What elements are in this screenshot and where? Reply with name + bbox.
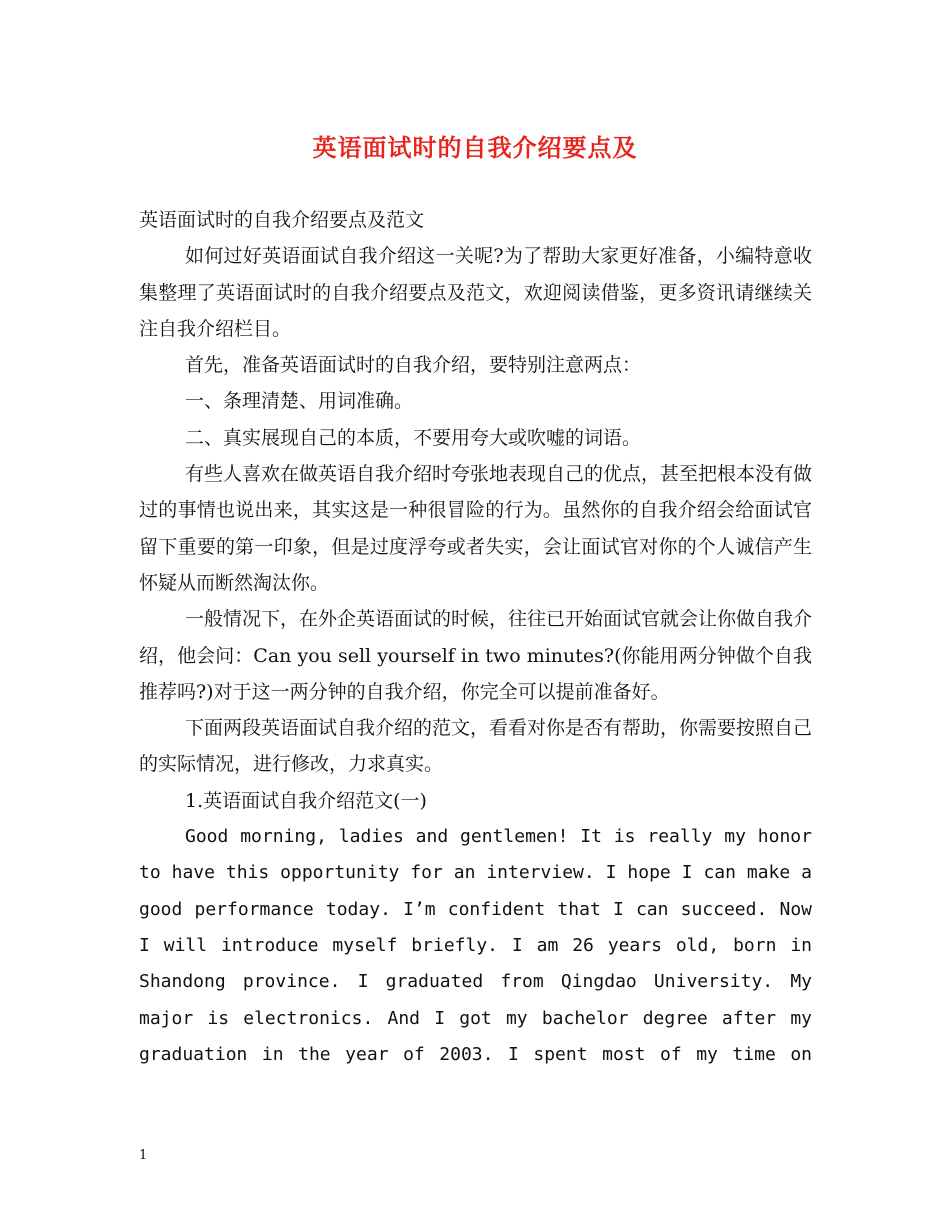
- page-number: 1: [139, 1148, 148, 1163]
- paragraph-english-sample: Good morning, ladies and gentlemen! It is really my honor to have this opportunity for an interview. I hope I can make a good performance today. I’m confident that I can succeed. Now I will introduce myself briefly. I am 26 years old, born in Shandong province. I graduated from Qingdao University. My major is electronics. And I got my bachelor degree after my graduation in the year of 2003. I spent most of my time on: [139, 826, 812, 1065]
- paragraph-general-situation: 一般情况下，在外企英语面试的时候，往往已开始面试官就会让你做自我介绍，他会问：Can you sell yourself in two minutes?(你能用两分钟做个自我推荐吗?)对于这一两分钟的自我介绍，你完全可以提前准备好。: [139, 608, 813, 703]
- paragraph-first-point: 首先，准备英语面试时的自我介绍，要特别注意两点：: [185, 354, 642, 377]
- paragraph-sample-intro: 下面两段英语面试自我介绍的范文，看看对你是否有帮助，你需要按照自己的实际情况，进行修改，力求真实。: [139, 717, 813, 776]
- document-body: [139, 202, 812, 1073]
- paragraph-exaggeration-warning: 有些人喜欢在做英语自我介绍时夸张地表现自己的优点，甚至把根本没有做过的事情也说出来，其实这是一种很冒险的行为。虽然你的自我介绍会给面试官留下重要的第一印象，但是过度浮夸或者失实，会让面试官对你的个人诚信产生怀疑从而断然淘汰你。: [139, 463, 813, 594]
- paragraph-subtitle: 英语面试时的自我介绍要点及范文: [139, 209, 425, 231]
- paragraph-point-one: 一、条理清楚、用词准确。: [185, 390, 414, 413]
- document-title: 英语面试时的自我介绍要点及: [312, 133, 638, 162]
- paragraph-intro: 如何过好英语面试自我介绍这一关呢?为了帮助大家更好准备，小编特意收集整理了英语面试时的自我介绍要点及范文，欢迎阅读借鉴，更多资讯请继续关注自我介绍栏目。: [139, 245, 812, 340]
- paragraph-sample-heading: 1.英语面试自我介绍范文(一): [185, 789, 427, 812]
- paragraph-point-two: 二、真实展现自己的本质，不要用夸大或吹嘘的词语。: [185, 426, 642, 449]
